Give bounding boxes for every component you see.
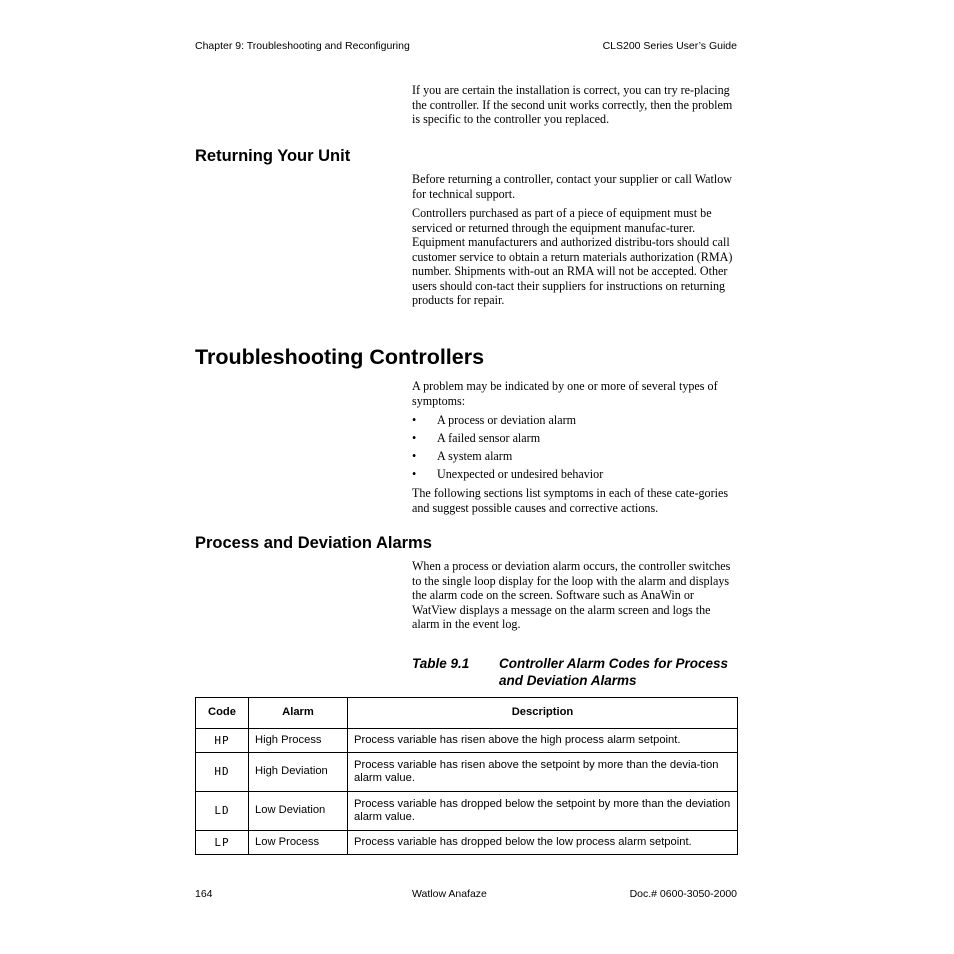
- bullet-icon: •: [412, 467, 417, 481]
- table-row: [196, 792, 738, 831]
- table-row: [196, 831, 738, 855]
- running-header-chapter: Chapter 9: Troubleshooting and Reconfiguring: [195, 40, 410, 52]
- alarm-name: Low Deviation: [249, 792, 348, 831]
- alarm-code: HD: [196, 753, 249, 792]
- process-paragraph: When a process or deviation alarm occurs, the controller switches to the single loop display for the loop with the alarm and displays the alarm code on the screen. Software such as AnaWin or WatView displays a message on the alarm screen and logs the alarm in the event log.: [412, 559, 731, 631]
- alarm-code: LP: [196, 831, 249, 855]
- bullet-icon: •: [412, 449, 417, 463]
- list-item: • Unexpected or undesired behavior: [412, 467, 604, 481]
- running-header-guide-title: CLS200 Series User’s Guide: [602, 40, 737, 52]
- returning-heading: Returning Your Unit: [195, 147, 351, 165]
- column-header-code: Code: [196, 698, 249, 729]
- bullet-icon: •: [412, 413, 417, 427]
- troubleshooting-after: The following sections list symptoms in each of these cate-gories and suggest possible causes and corrective actions.: [412, 486, 729, 515]
- alarm-codes-table: [195, 697, 738, 855]
- symptom-list: [412, 413, 738, 485]
- footer-company: Watlow Anafaze: [412, 888, 487, 900]
- page-number: 164: [195, 888, 213, 900]
- alarm-code: HP: [196, 729, 249, 753]
- table-title: Controller Alarm Codes for Process and Deviation Alarms: [499, 656, 729, 688]
- table-row: [196, 753, 738, 792]
- table-header-row: [196, 698, 738, 729]
- alarm-description: Process variable has risen above the high process alarm setpoint.: [348, 729, 738, 753]
- troubleshooting-intro: A problem may be indicated by one or more of several types of symptoms:: [412, 379, 718, 408]
- alarm-name: High Process: [249, 729, 348, 753]
- bullet-icon: •: [412, 431, 417, 445]
- list-item: • A process or deviation alarm: [412, 413, 577, 427]
- troubleshooting-heading: Troubleshooting Controllers: [195, 345, 485, 369]
- alarm-description: Process variable has risen above the setpoint by more than the devia-tion alarm value.: [348, 753, 738, 792]
- footer-doc-number: Doc.# 0600-3050-2000: [629, 888, 737, 900]
- alarm-name: Low Process: [249, 831, 348, 855]
- intro-paragraph: If you are certain the installation is correct, you can try re-placing the controller. If the second unit works correctly, then the problem is specific to the controller you replaced.: [412, 83, 733, 126]
- list-item: • A failed sensor alarm: [412, 431, 541, 445]
- table-number: Table 9.1: [412, 656, 470, 671]
- process-heading: Process and Deviation Alarms: [195, 534, 432, 552]
- list-item: • A system alarm: [412, 449, 513, 463]
- returning-paragraph-2: Controllers purchased as part of a piece of equipment must be serviced or returned through the equipment manufac-turer. Equipment manufacturers and authorized distribu-tors should call customer service to obtain a return materials authorization (RMA) number. Shipments with-out an RMA will not be accepted. Other users should con-tact their suppliers for instructions on returning products for repair.: [412, 206, 733, 307]
- returning-paragraph-1: Before returning a controller, contact your supplier or call Watlow for technical support.: [412, 172, 733, 201]
- column-header-alarm: Alarm: [249, 698, 348, 729]
- alarm-description: Process variable has dropped below the low process alarm setpoint.: [348, 831, 738, 855]
- column-header-description: Description: [348, 698, 738, 729]
- table-row: [196, 729, 738, 753]
- alarm-name: High Deviation: [249, 753, 348, 792]
- alarm-description: Process variable has dropped below the setpoint by more than the deviation alarm value.: [348, 792, 738, 831]
- alarm-code: LD: [196, 792, 249, 831]
